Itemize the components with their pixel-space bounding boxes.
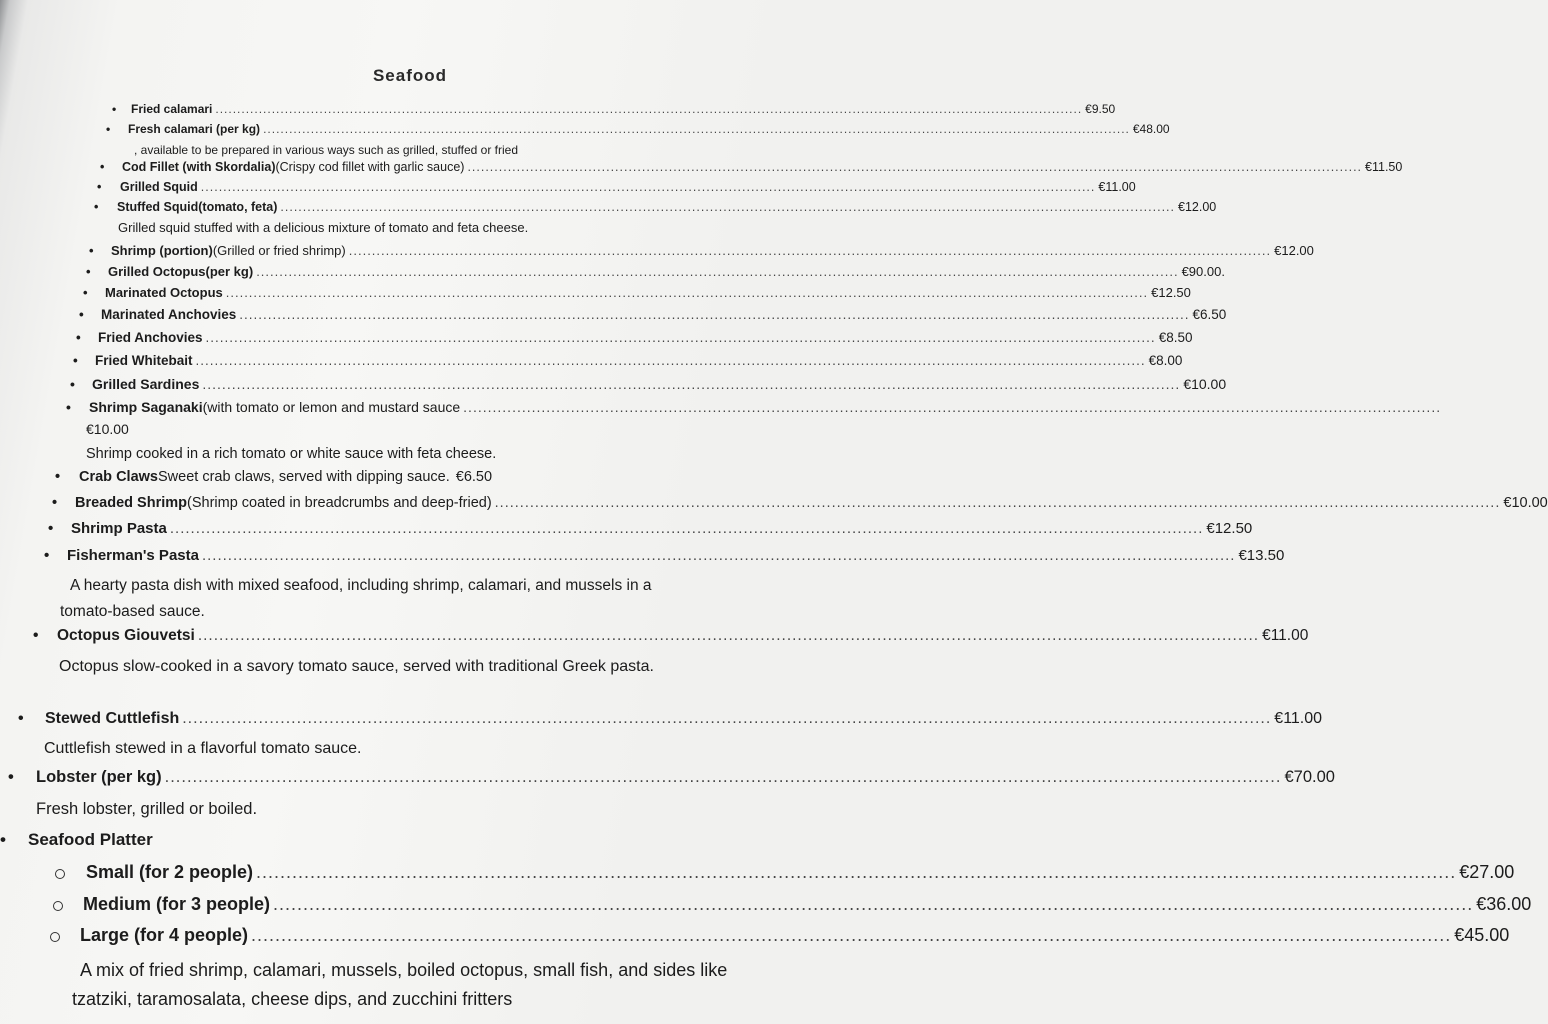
item-price: €48.00 [1132,122,1170,136]
hollow-bullet-icon [53,901,63,911]
leader-dots: ........................................................................................................................................................................................................ [280,200,1175,214]
leader-dots: ........................................................................................................................................................................................................ [205,330,1156,345]
item-price: €10.00 [86,421,129,437]
item-price: €6.50 [1192,307,1227,322]
menu-item [98,330,1193,345]
bullet-icon: • [66,399,71,415]
bullet-icon: • [106,122,111,136]
item-price: €12.00 [1178,200,1217,214]
item-name: Crab Claws [79,469,158,485]
item-description: Cuttlefish stewed in a flavorful tomato sauce. [44,740,362,757]
section-title: Seafood [372,66,448,85]
item-price: €6.50 [455,469,493,485]
menu-item [45,710,1323,728]
platter-size-item [86,862,1515,883]
platter-size-name: Large (for 4 people) [80,925,249,945]
item-price: €10.00 [1183,376,1227,392]
menu-item [108,264,1225,279]
menu-item [105,285,1191,300]
leader-dots: ........................................................................................................................................................................................................ [200,180,1096,194]
leader-dots: ........................................................................................................................................................................................................ [197,627,1260,644]
bullet-icon: • [97,180,102,194]
menu-item [57,627,1309,645]
menu-item [71,520,1253,537]
item-name: Seafood Platter [28,830,153,849]
platter-size-item [80,925,1510,946]
item-description: Fresh lobster, grilled or boiled. [36,800,258,818]
platter-size-name: Small (for 2 people) [86,862,254,882]
bullet-icon: • [94,200,99,214]
platter-size-name: Medium (for 3 people) [83,894,271,914]
bullet-icon: • [18,710,24,727]
bullet-icon: • [33,627,39,644]
item-name: Marinated Anchovies [101,307,237,322]
item-price: €12.00 [1274,243,1314,258]
item-price: €90.00. [1181,264,1225,279]
bullet-icon: • [52,495,58,511]
item-name: Grilled Sardines [92,376,200,392]
menu-item [101,307,1227,322]
bullet-icon: • [79,307,84,322]
menu-item [67,547,1285,564]
menu-item [92,376,1227,392]
bullet-icon: • [73,353,78,368]
item-price: €8.50 [1158,330,1193,345]
leader-dots: ........................................................................................................................................................................................................ [164,768,1282,786]
platter-size-price: €45.00 [1454,925,1510,945]
item-price: €13.50 [1238,547,1285,564]
bullet-icon: • [89,243,94,258]
leader-dots: ........................................................................................................................................................................................................ [273,894,1474,914]
bullet-icon: • [86,264,91,279]
item-price: €9.50 [1085,102,1116,116]
leader-dots: ........................................................................................................................................................................................................ [467,160,1363,174]
leader-dots: ........................................................................................................................................................................................................ [463,399,1442,415]
leader-dots: ........................................................................................................................................................................................................ [263,122,1130,136]
item-price: €70.00 [1284,768,1335,786]
item-price: €12.50 [1151,285,1191,300]
item-price: €12.50 [1206,520,1253,537]
platter-size-price: €36.00 [1476,894,1532,914]
leader-dots: ........................................................................................................................................................................................................ [215,102,1083,116]
menu-item [75,495,1548,511]
menu-item [128,122,1170,136]
item-name: Fried Anchovies [98,330,203,345]
hollow-bullet-icon [50,932,60,942]
item-description: A hearty pasta dish with mixed seafood, including shrimp, calamari, and mussels in a tomato-based sauce. [60,577,652,620]
item-name: Octopus Giouvetsi [57,627,195,644]
leader-dots: ........................................................................................................................................................................................................ [201,547,1236,564]
leader-dots: ........................................................................................................................................................................................................ [202,376,1181,392]
hollow-bullet-icon [55,869,65,879]
item-price: €11.00 [1274,710,1323,727]
item-name: Stuffed Squid(tomato, feta) [117,200,278,214]
item-name: Fisherman's Pasta [67,547,199,564]
bullet-icon: • [83,285,88,300]
leader-dots: ........................................................................................................................................................................................................ [494,495,1501,511]
platter-size-price: €27.00 [1459,862,1515,882]
leader-dots: ........................................................................................................................................................................................................ [239,307,1190,322]
leader-dots: ........................................................................................................................................................................................................ [182,710,1272,727]
bullet-icon: • [70,376,75,392]
item-description: , available to be prepared in various ways such as grilled, stuffed or fried [134,143,518,157]
item-inline-description: (Shrimp coated in breadcrumbs and deep-fried) [187,495,492,511]
leader-dots: ........................................................................................................................................................................................................ [256,862,1457,882]
item-name: Grilled Octopus(per kg) [108,264,254,279]
menu-item [79,469,580,485]
platter-size-item [83,894,1532,915]
menu-item [131,102,1116,116]
item-price: €11.00 [1262,627,1309,644]
item-inline-description: (Crispy cod fillet with garlic sauce) [275,160,465,174]
item-name: Shrimp Pasta [71,520,167,537]
leader-dots: ........................................................................................................................................................................................................ [348,243,1272,258]
menu-item [122,160,1403,174]
item-name: Grilled Squid [120,180,198,194]
item-name: Cod Fillet (with Skordalia) [122,160,276,174]
item-inline-description: (Grilled or fried shrimp) [212,243,346,258]
item-name: Shrimp (portion) [111,243,213,258]
item-price: €10.00 [1503,495,1548,511]
bullet-icon: • [48,520,54,537]
item-description: Octopus slow-cooked in a savory tomato sauce, served with traditional Greek pasta. [59,658,654,675]
item-name: Fried Whitebait [95,353,193,368]
item-name: Breaded Shrimp [75,495,187,511]
item-name: Shrimp Saganaki [89,399,203,415]
item-description: Shrimp cooked in a rich tomato or white sauce with feta cheese. [86,446,497,462]
platter-description: A mix of fried shrimp, calamari, mussels, boiled octopus, small fish, and sides like tzatziki, taramosalata, cheese dips, and zucchini fritters [72,960,728,1009]
menu-item [95,353,1183,368]
bullet-icon: • [0,830,6,849]
leader-dots: ........................................................................................................................................................................................................ [169,520,1204,537]
item-price: €11.00 [1098,180,1136,194]
menu-item [89,399,1442,415]
item-inline-description: Sweet crab claws, served with dipping sauce. [157,469,450,485]
bullet-icon: • [100,160,105,174]
item-name: Stewed Cuttlefish [45,710,180,727]
leader-dots: ........................................................................................................................................................................................................ [195,353,1146,368]
item-name: Lobster (per kg) [36,768,162,786]
bullet-icon: • [55,469,61,485]
item-name: Marinated Octopus [105,285,223,300]
bullet-icon: • [76,330,81,345]
bullet-icon: • [44,547,50,564]
item-name: Fresh calamari (per kg) [128,122,261,136]
leader-dots: ........................................................................................................................................................................................................ [225,285,1149,300]
item-description: Grilled squid stuffed with a delicious mixture of tomato and feta cheese. [118,220,529,235]
menu-item [28,830,600,850]
bullet-icon: • [112,102,117,116]
menu-item [120,180,1136,194]
bullet-icon: • [8,768,14,786]
item-price: €11.50 [1365,160,1403,174]
leader-dots: ........................................................................................................................................................................................................ [251,925,1452,945]
leader-dots: ........................................................................................................................................................................................................ [256,264,1179,279]
item-inline-description: (with tomato or lemon and mustard sauce [202,399,461,415]
menu-item [111,243,1314,258]
item-name: Fried calamari [131,102,213,116]
item-price: €8.00 [1148,353,1183,368]
menu-item [117,200,1217,214]
menu-item [36,768,1335,787]
